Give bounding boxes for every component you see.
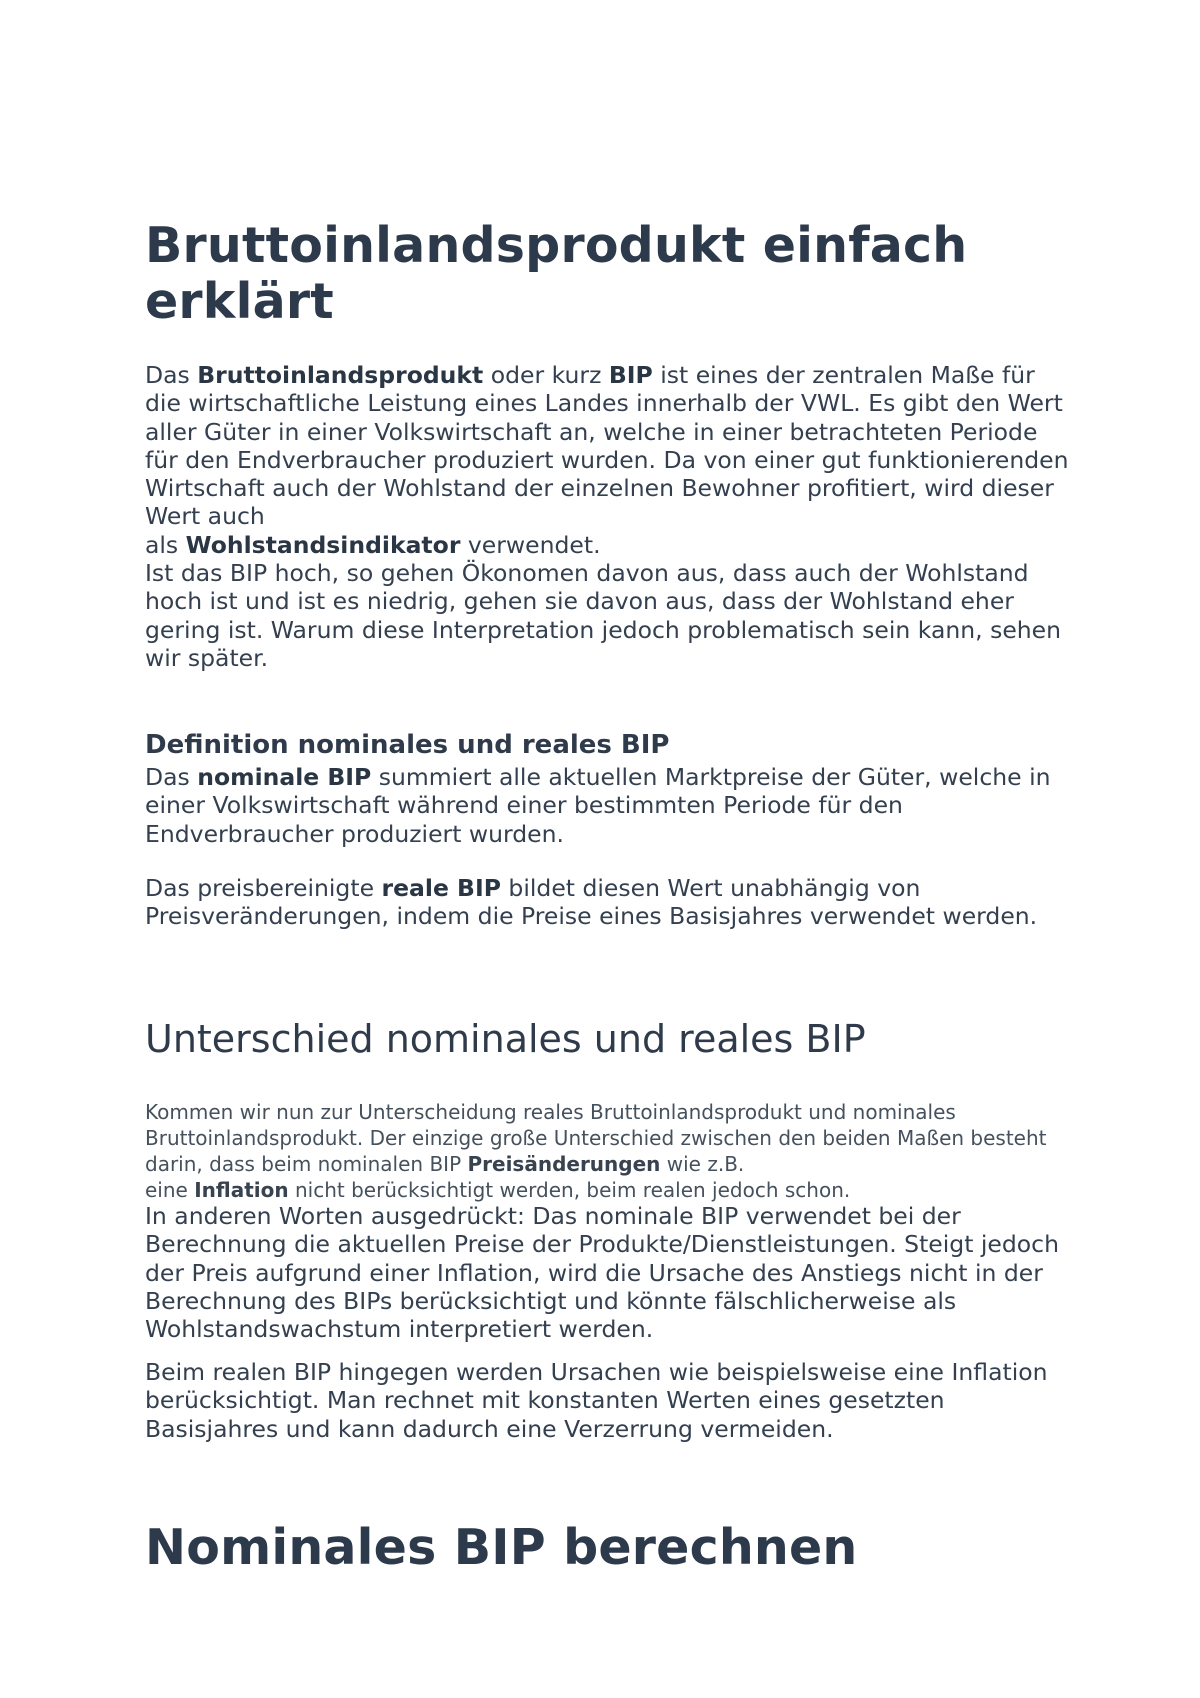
intro-bold-bip-full: Bruttoinlandsprodukt [197,361,484,389]
difference-paragraph-2: Beim realen BIP hingegen werden Ursachen wie beispielsweise eine Inflation berücksichtigt. Man rechnet mit konstanten Werten eines gesetzten Basisjahres und kann dadurch eine Verzerrung vermeiden. [145,1358,1048,1443]
def-text-4: bildet diesen Wert unabhängig von Preisveränderungen, indem die Preise eines Basisjahres verwendet werden. [145,874,1038,931]
intro-bold-wohlstandsindikator: Wohlstandsindikator [185,530,461,559]
difference-heading: Unterschied nominales und reales BIP [145,1017,866,1061]
difference-paragraph-1: In anderen Worten ausgedrückt: Das nominale BIP verwendet bei der Berechnung die aktuellen Preise der Produkte/Dienstleistungen. Steigt jedoch der Preis aufgrund einer Inflation, wird die Ursache des Anstiegs nicht in der Berechnung des BIPs berücksichtigt und könnte fälschlicherweise als Wohlstandswachstum interpretiert werden. [145,1202,1059,1344]
intro-paragraph-2: Ist das BIP hoch, so gehen Ökonomen davon aus, dass auch der Wohlstand hoch ist und ist es niedrig, gehen sie davon aus, dass der Wohlstand eher gering ist. Warum diese Interpretation jedoch problematisch sein kann, sehen wir später. [145,559,1062,672]
intro-bold-bip: BIP [608,361,653,389]
intro-text-4: als [145,530,186,559]
def-text-2: summiert alle aktuellen Marktpreise der Güter, welche in einer Volkswirtschaft während einer bestimmten Periode für den Endverbraucher produziert wurden. [145,763,1051,848]
def-bold-nominal: nominale BIP [197,763,372,791]
definition-paragraph-real [145,874,1075,931]
def-text-1: Das [145,763,198,791]
definition-paragraph-nominal [145,763,1075,848]
intro-text-1: Das [145,361,198,389]
intro-text-2: oder kurz [483,361,609,389]
diff-small-text-1: Kommen wir nun zur Unterscheidung reales Bruttoinlandsprodukt und nominales Bruttoinlandsprodukt. Der einzige große Unterschied zwischen den beiden Maßen besteht darin, dass beim nominalen BIP [145,1100,1047,1176]
section-heading-nominal-calc: Nominales BIP berechnen [145,1519,858,1576]
diff-small-text-3: eine [145,1178,195,1202]
diff-bold-inflation: Inflation [194,1178,289,1202]
intro-paragraph [145,361,1075,559]
intro-text-3: ist eines der zentralen Maße für die wirtschaftliche Leistung eines Landes innerhalb der VWL. Es gibt den Wert aller Güter in einer Volkswirtschaft an, welche in einer betrachteten Periode für den Endverbraucher produziert wurden. Da von einer gut funktionierenden Wirtschaft auch der Wohlstand der einzelnen Bewohner profitiert, wird dieser Wert auch [145,361,1069,531]
def-bold-real: reale BIP [381,874,501,902]
diff-small-text-2: wie z.B. [660,1152,745,1176]
definition-heading: Definition nominales und reales BIP [145,730,670,760]
def-text-3: Das preisbereinigte [145,874,382,902]
intro-text-5: verwendet. [460,530,601,559]
page-title: Bruttoinlandsprodukt einfach erklärt [145,217,968,330]
difference-small-paragraph [145,1099,1075,1203]
diff-small-text-4: nicht berücksichtigt werden, beim realen jedoch schon. [288,1178,851,1202]
diff-bold-preisaenderungen: Preisänderungen [467,1152,661,1176]
